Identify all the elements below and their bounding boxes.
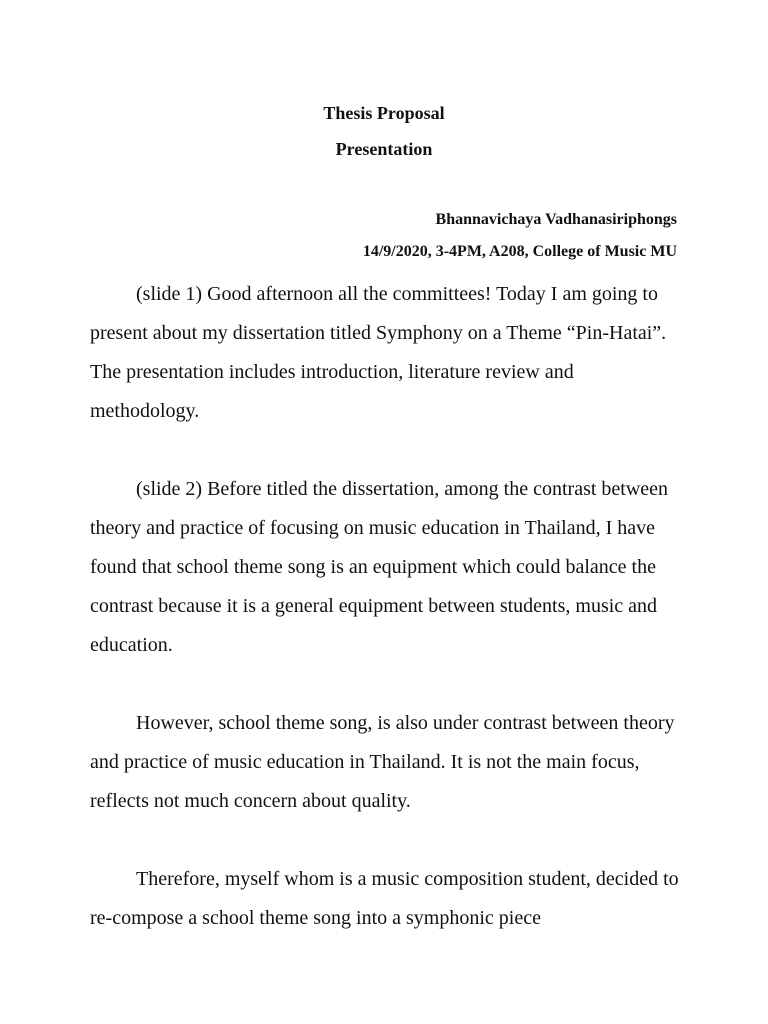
document-body — [90, 275, 682, 938]
presentation-details: 14/9/2020, 3-4PM, A208, College of Music MU — [362, 243, 677, 260]
paragraph-slide-1: (slide 1) Good afternoon all the committees! Today I am going to present about my dissertation titled Symphony on a Theme “Pin-Hatai”. The presentation includes introduction, literature review and methodology. — [90, 283, 667, 422]
paragraph-therefore: Therefore, myself whom is a music composition student, decided to re-compose a school theme song into a symphonic piece — [90, 868, 679, 929]
author-name: Bhannavichaya Vadhanasiriphongs — [435, 211, 677, 228]
document-subtitle: Presentation — [335, 139, 433, 159]
paragraph-slide-2: (slide 2) Before titled the dissertation, among the contrast between theory and practice of focusing on music education in Thailand, I have found that school theme song is an equipment which could balance the contrast because it is a general equipment between students, music and education. — [90, 478, 669, 656]
paragraph-however: However, school theme song, is also under contrast between theory and practice of music education in Thailand. It is not the main focus, reflects not much concern about quality. — [90, 712, 675, 812]
document-title: Thesis Proposal — [323, 103, 445, 123]
